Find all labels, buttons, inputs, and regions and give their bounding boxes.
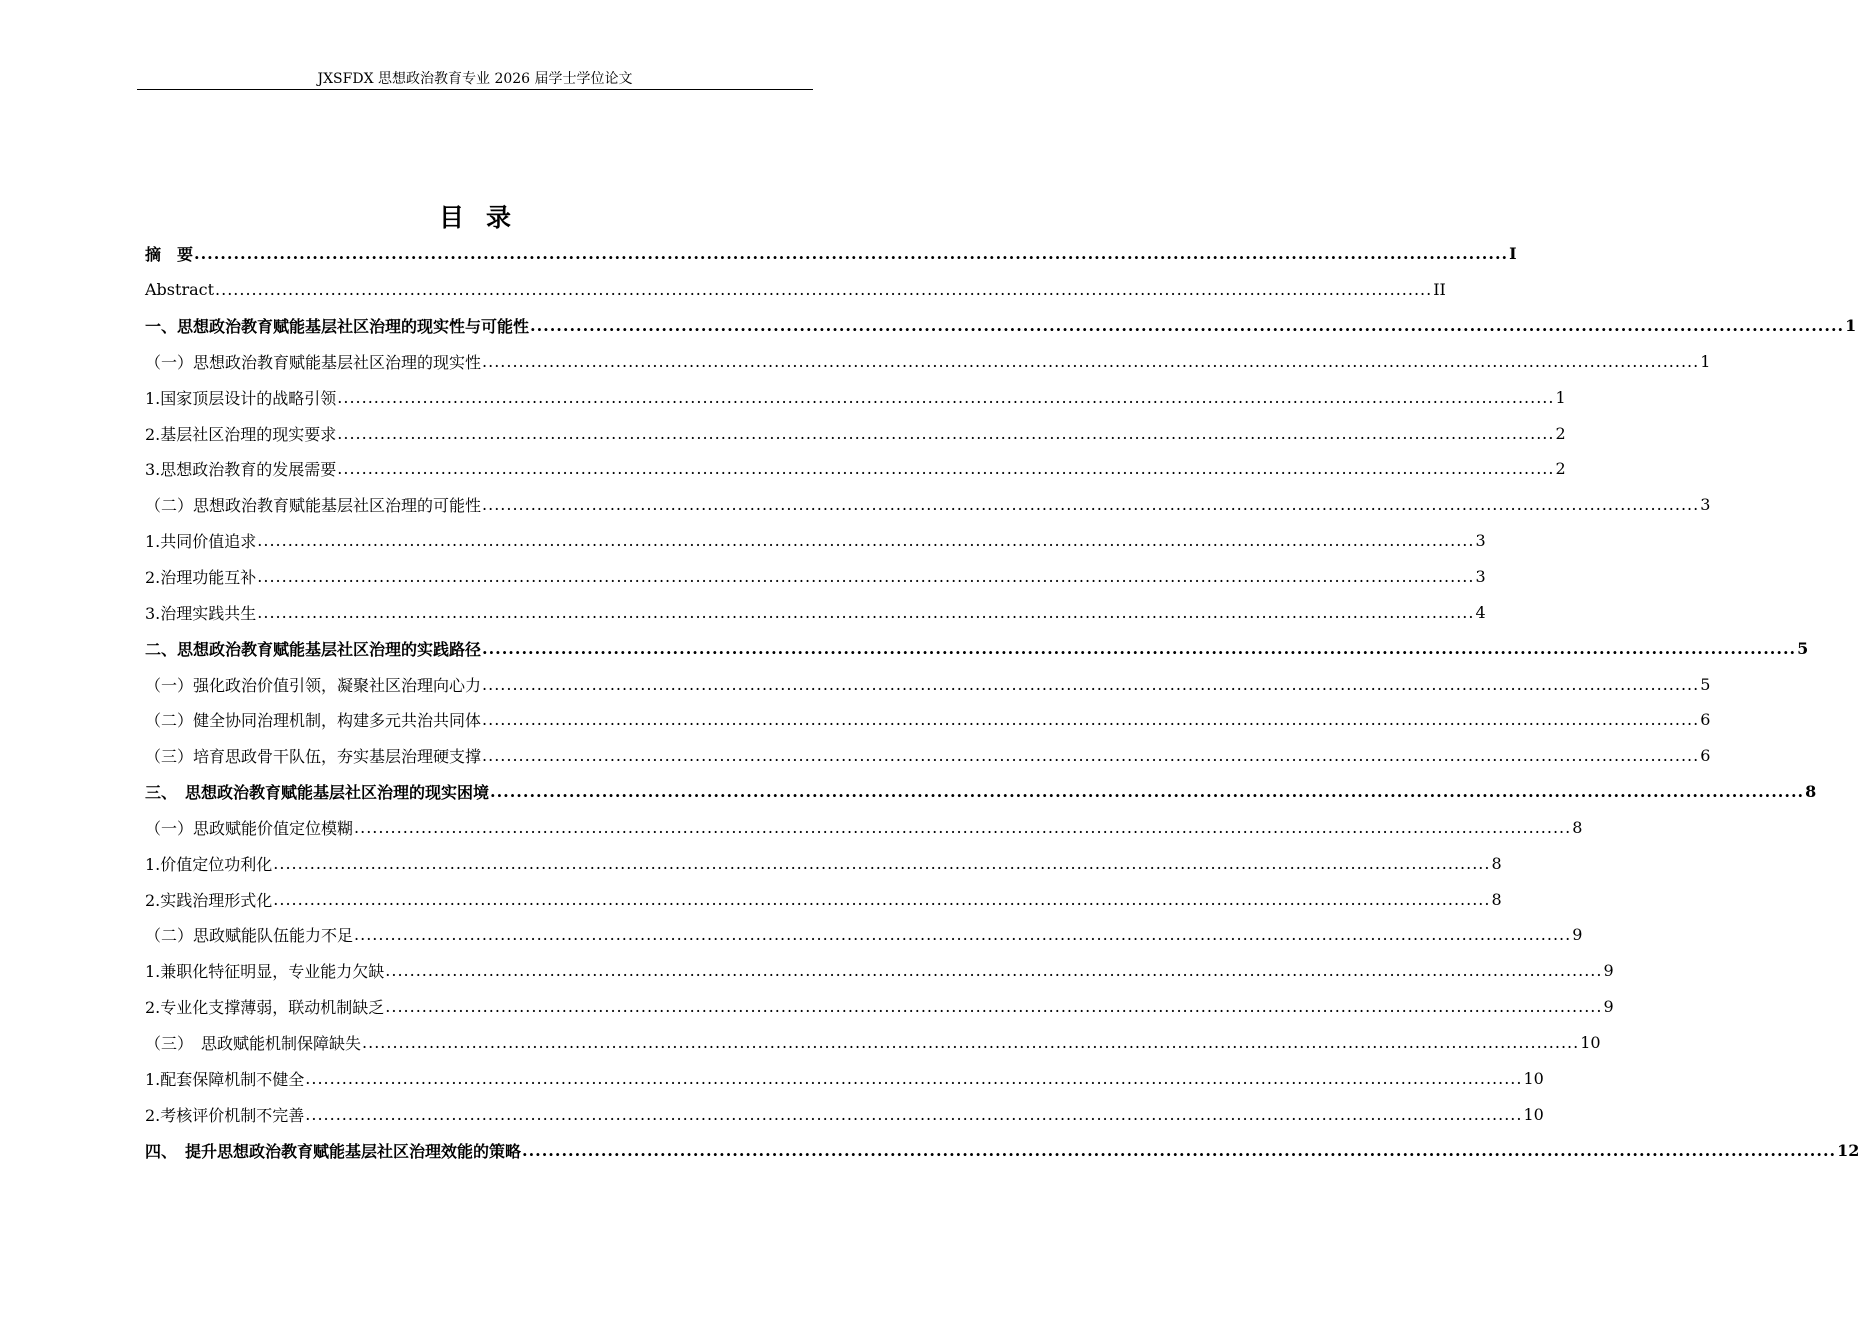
toc-leader-dots: ........................................................................................................................................................................................................: [482, 746, 1700, 766]
toc-entry[interactable]: [145, 738, 1711, 774]
toc-leader-dots: ........................................................................................................................................................................................................: [257, 531, 1475, 551]
toc-entry[interactable]: [145, 379, 1566, 415]
toc-leader-dots: ........................................................................................................................................................................................................: [530, 316, 1845, 336]
toc-entry-label: 一、思想政治教育赋能基层社区治理的现实性与可能性: [145, 317, 530, 337]
toc-entry-label: （一）思想政治教育赋能基层社区治理的现实性: [145, 352, 482, 372]
toc-leader-dots: ........................................................................................................................................................................................................: [337, 459, 1555, 479]
toc-leader-dots: ........................................................................................................................................................................................................: [305, 1104, 1523, 1124]
toc-entry-page: I: [1509, 244, 1517, 264]
toc-entry[interactable]: [145, 953, 1614, 989]
toc-entry[interactable]: [145, 881, 1502, 917]
toc-entry-label: 1.配套保障机制不健全: [145, 1069, 305, 1089]
toc-entry-page: 1: [1555, 387, 1566, 407]
toc-entry-page: 8: [1572, 817, 1583, 837]
toc-entry-page: 3: [1700, 495, 1711, 515]
toc-entry[interactable]: [145, 1132, 1859, 1168]
toc-entry-label: （三） 思政赋能机制保障缺失: [145, 1033, 362, 1053]
toc-leader-dots: ........................................................................................................................................................................................................: [354, 817, 1572, 837]
toc-entry[interactable]: [145, 451, 1566, 487]
toc-entry[interactable]: [145, 810, 1583, 846]
toc-entry-page: 3: [1475, 531, 1486, 551]
toc-entry-page: 9: [1603, 997, 1614, 1017]
toc-leader-dots: ........................................................................................................................................................................................................: [354, 925, 1572, 945]
toc-entry[interactable]: [145, 344, 1711, 380]
toc-leader-dots: ........................................................................................................................................................................................................: [482, 710, 1700, 730]
toc-leader-dots: ........................................................................................................................................................................................................: [385, 997, 1603, 1017]
toc-entry-page: 1: [1845, 316, 1857, 336]
toc-entry-label: 2.基层社区治理的现实要求: [145, 424, 337, 444]
toc-entry-page: 6: [1700, 746, 1711, 766]
toc-entry-label: 2.治理功能互补: [145, 568, 257, 588]
toc-entry-label: 2.专业化支撑薄弱，联动机制缺乏: [145, 998, 385, 1018]
toc-entry[interactable]: [145, 666, 1711, 702]
toc-entry-page: 2: [1555, 459, 1566, 479]
toc-entry[interactable]: [145, 989, 1614, 1025]
toc-leader-dots: ........................................................................................................................................................................................................: [482, 674, 1700, 694]
toc-entry-label: 1.共同价值追求: [145, 532, 257, 552]
toc-entry-label: 3.治理实践共生: [145, 603, 257, 623]
toc-leader-dots: ........................................................................................................................................................................................................: [337, 423, 1555, 443]
toc-entry[interactable]: [145, 702, 1711, 738]
toc-entry-label: （一）强化政治价值引领，凝聚社区治理向心力: [145, 675, 482, 695]
toc-leader-dots: ........................................................................................................................................................................................................: [385, 961, 1603, 981]
toc-entry-label: （三）培育思政骨干队伍，夯实基层治理硬支撑: [145, 747, 482, 767]
toc-entry-page: 10: [1580, 1032, 1601, 1052]
toc-leader-dots: ........................................................................................................................................................................................................: [482, 351, 1700, 371]
toc-entry-label: 二、思想政治教育赋能基层社区治理的实践路径: [145, 639, 482, 659]
toc-title: 目录: [438, 203, 533, 232]
toc-entry-label: 摘 要: [145, 245, 194, 265]
toc-entry[interactable]: [145, 487, 1711, 523]
toc-entry-label: （二）思政赋能队伍能力不足: [145, 926, 354, 946]
toc-entry-page: 1: [1700, 351, 1711, 371]
toc-leader-dots: ........................................................................................................................................................................................................: [273, 889, 1491, 909]
toc-entry-label: 三、 思想政治教育赋能基层社区治理的现实困境: [145, 783, 490, 803]
toc-leader-dots: ........................................................................................................................................................................................................: [215, 280, 1433, 300]
toc-leader-dots: ........................................................................................................................................................................................................: [522, 1140, 1837, 1160]
toc-entry-label: 1.国家顶层设计的战略引领: [145, 388, 337, 408]
table-of-contents: [145, 236, 1859, 1168]
toc-entry[interactable]: [145, 236, 1517, 272]
toc-entry-page: 9: [1572, 925, 1583, 945]
toc-entry-label: （一）思政赋能价值定位模糊: [145, 818, 354, 838]
running-header: JXSFDX 思想政治教育专业 2026 届学士学位论文: [317, 71, 633, 87]
toc-entry-page: 8: [1491, 889, 1502, 909]
toc-entry-page: 4: [1475, 602, 1486, 622]
toc-leader-dots: ........................................................................................................................................................................................................: [482, 495, 1700, 515]
toc-entry-page: 10: [1523, 1104, 1544, 1124]
toc-entry[interactable]: [145, 1096, 1544, 1132]
toc-entry[interactable]: [145, 594, 1486, 630]
toc-entry[interactable]: [145, 1060, 1544, 1096]
toc-leader-dots: ........................................................................................................................................................................................................: [337, 387, 1555, 407]
toc-leader-dots: ........................................................................................................................................................................................................: [273, 853, 1491, 873]
toc-entry-label: 四、 提升思想政治教育赋能基层社区治理效能的策略: [145, 1141, 522, 1161]
toc-entry[interactable]: [145, 845, 1502, 881]
toc-entry-page: II: [1433, 280, 1446, 300]
toc-entry[interactable]: [145, 308, 1857, 344]
toc-entry-page: 8: [1491, 853, 1502, 873]
toc-entry-page: 10: [1523, 1068, 1544, 1088]
toc-entry[interactable]: [145, 415, 1566, 451]
toc-entry-page: 12: [1837, 1140, 1859, 1160]
toc-entry[interactable]: [145, 917, 1583, 953]
toc-leader-dots: ........................................................................................................................................................................................................: [362, 1032, 1580, 1052]
toc-leader-dots: ........................................................................................................................................................................................................: [490, 782, 1805, 802]
toc-entry-page: 3: [1475, 567, 1486, 587]
toc-entry[interactable]: [145, 1025, 1601, 1061]
toc-entry[interactable]: [145, 630, 1809, 666]
toc-entry[interactable]: [145, 523, 1486, 559]
toc-entry-page: 6: [1700, 710, 1711, 730]
header-divider: [137, 89, 813, 90]
toc-entry-label: （二）健全协同治理机制，构建多元共治共同体: [145, 711, 482, 731]
toc-entry[interactable]: [145, 774, 1817, 810]
toc-entry-page: 8: [1805, 782, 1817, 802]
toc-leader-dots: ........................................................................................................................................................................................................: [482, 638, 1797, 658]
toc-entry-label: 1.兼职化特征明显，专业能力欠缺: [145, 962, 385, 982]
toc-entry-label: 3.思想政治教育的发展需要: [145, 460, 337, 480]
toc-entry-page: 2: [1555, 423, 1566, 443]
toc-entry-page: 5: [1700, 674, 1711, 694]
toc-leader-dots: ........................................................................................................................................................................................................: [257, 567, 1475, 587]
toc-entry-page: 5: [1797, 638, 1809, 658]
toc-entry-label: （二）思想政治教育赋能基层社区治理的可能性: [145, 496, 482, 516]
toc-entry[interactable]: [145, 559, 1486, 595]
toc-leader-dots: ........................................................................................................................................................................................................: [257, 602, 1475, 622]
toc-entry-label: 1.价值定位功利化: [145, 854, 273, 874]
toc-leader-dots: ........................................................................................................................................................................................................: [305, 1068, 1523, 1088]
toc-leader-dots: ........................................................................................................................................................................................................: [194, 244, 1509, 264]
toc-entry-label: Abstract: [145, 280, 215, 300]
toc-entry[interactable]: [145, 272, 1446, 308]
toc-entry-label: 2.考核评价机制不完善: [145, 1105, 305, 1125]
toc-entry-page: 9: [1603, 961, 1614, 981]
toc-entry-label: 2.实践治理形式化: [145, 890, 273, 910]
